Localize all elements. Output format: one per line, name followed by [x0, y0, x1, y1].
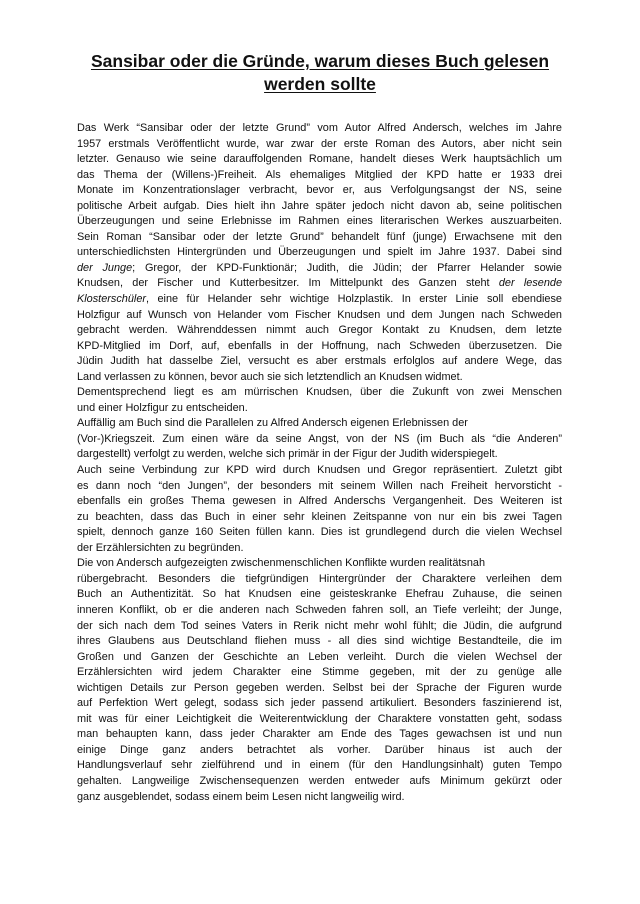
- line-text: ganz ausgeblendet, sodass einem beim Lesen nicht langweilig wird.: [77, 790, 405, 803]
- text-line: [77, 634, 562, 650]
- line-text: Jüdin Judith hat dasselbe Ziel, versucht es aber erstmals erfolglos auf andere Wege, das: [77, 355, 562, 368]
- line-text: (Vor-)Kriegszeit. Zum einen wäre da seine Angst, von der NS (im Buch als “die Anderen”: [77, 432, 562, 445]
- line-text: Überzeugungen und seine Erlebnisse im Rahmen eines literarischen Werkes auszuarbeiten.: [77, 215, 562, 228]
- text-line: [77, 276, 562, 292]
- text-line: [77, 261, 562, 277]
- text-line: [77, 447, 562, 463]
- line-text: zu beachten, dass das Buch in einer sehr kleinen Zeitspanne von nur ein bis zwei Tagen: [77, 510, 562, 523]
- text-line: [77, 587, 562, 603]
- line-text: inneren Konflikt, ob er die anderen nach Schweden fahren soll, an Tiefe verleiht; der Junge,: [77, 603, 562, 616]
- text-line: [77, 510, 562, 526]
- text-line: [77, 152, 562, 168]
- text-line: [77, 743, 562, 759]
- text-line: [77, 712, 562, 728]
- line-text: Monate im Konzentrationslager verbracht, bevor er, aus Verfolgungsangst der NS, seine: [77, 184, 562, 197]
- text-line: [77, 199, 562, 215]
- text-line: [77, 308, 562, 324]
- text-line: [77, 354, 562, 370]
- text-line: [77, 385, 562, 401]
- line-text: rübergebracht. Besonders die tiefgründigen Hintergründer der Charaktere verleihen dem: [77, 572, 562, 585]
- line-text: das Thema der (Willens-)Freiheit. Als ehemaliges Mitglied der KPD hatte er 1933 drei: [77, 168, 562, 181]
- line-text: ebenfalls ein großes Thema gewesen in Alfred Anderschs Vergangenheit. Des Weiteren ist: [77, 495, 562, 508]
- line-text: Knudsen, der Fischer und Kutterbesitzer. Im Mittelpunkt des Ganzen steht: [77, 277, 490, 290]
- text-line: [77, 416, 562, 432]
- italic-term: Klosterschüler: [77, 293, 147, 306]
- body-text: [77, 121, 562, 805]
- line-text: mit was für einer Leichtigkeit die Weiterentwicklung der Charaktere vonstatten geht, sodass: [77, 712, 562, 725]
- line-text: Buch an Authentizität. So hat Knudsen eine geisteskranke Ehefrau Zuhause, die seinen: [77, 588, 562, 601]
- text-line: [77, 541, 562, 557]
- line-text: man behaupten kann, dass jeder Charakter am Ende des Tages gewachsen ist und nun: [77, 728, 562, 741]
- text-line: [77, 494, 562, 510]
- text-line: [77, 292, 562, 308]
- text-line: [77, 665, 562, 681]
- title-line-1: Sansibar oder die Gründe, warum dieses Buch gelesen: [90, 51, 550, 71]
- line-text: Erzählersichten wird jedem Charakter eine Stimme gegeben, mit der zu genüge alle: [77, 666, 562, 679]
- line-text: Handlungsverlauf sehr zielführend und in einem (für den Handlungsinhalt) guten Tempo: [77, 759, 562, 772]
- line-text: und einer Holzfigur zu entscheiden.: [77, 401, 248, 414]
- line-text: 1957 erstmals Veröffentlicht wurde, war zwar der erste Roman des Autors, aber nicht sein: [77, 137, 562, 150]
- line-text: der sich nach dem Tod seines Vaters in Rerik nicht mehr wohl fühlt; die Jüdin, die aufgrund: [77, 619, 562, 632]
- text-line: [77, 681, 562, 697]
- text-line: [77, 603, 562, 619]
- line-text: wichtigen Details zur Person gegeben werden. Selbst bei der Sprache der Figuren wurde: [77, 681, 562, 694]
- line-text: Das Werk “Sansibar oder der letzte Grund” vom Autor Alfred Andersch, welches im Jahre: [77, 122, 562, 134]
- line-text: es dann noch “den Jungen”, der besonders mit seinem Willen nach Freiheit hervorsticht -: [77, 479, 562, 492]
- text-line: [77, 323, 562, 339]
- text-line: [77, 727, 562, 743]
- text-line: [77, 463, 562, 479]
- text-line: [77, 137, 562, 153]
- text-line: [77, 556, 562, 572]
- line-text: ; Gregor, der KPD-Funktionär; Judith, die Jüdin; der Pfarrer Helander sowie: [132, 261, 562, 274]
- italic-term: der lesende: [498, 277, 563, 290]
- text-line: [77, 183, 562, 199]
- line-text: Sein Roman “Sansibar oder der letzte Grund” behandelt fünf (junge) Erwachsene mit den: [77, 230, 562, 243]
- text-line: [77, 230, 562, 246]
- text-line: [77, 339, 562, 355]
- text-line: [77, 774, 562, 790]
- text-line: [77, 790, 562, 806]
- line-text: auf Perfektion Wert gelegt, sodass sich jeder passend artikuliert. Besonders faszinierend ist,: [77, 697, 562, 710]
- line-text: Die von Andersch aufgezeigten zwischenmenschlichen Konflikte wurden realitätsnah: [77, 557, 486, 570]
- line-text: Holzfigur auf Wunsch von Helander vom Fischer Knudsen und dem Jungen nach Schweden: [77, 308, 562, 321]
- line-text: Land verlassen zu können, bevor auch sie sich letztendlich an Knudsen widmet.: [77, 370, 463, 383]
- text-line: [77, 619, 562, 635]
- document-title: [60, 50, 580, 96]
- line-text: Großen und Ganzen der Geschichte an Leben verleiht. Durch die vielen Wechsel der: [77, 650, 562, 663]
- line-text: spielt, dennoch ganze 160 Seiten füllen kann. Dies ist grundlegend durch die vielen Wechsel: [77, 526, 562, 539]
- text-line: [77, 168, 562, 184]
- line-text: unterschiedlichsten Hintergründen und Überzeugungen und spielt im Jahre 1937. Dabei sind: [77, 246, 562, 259]
- line-text: , eine für Helander sehr wichtige Holzplastik. In erster Linie soll ebendiese: [146, 293, 562, 306]
- text-line: [77, 121, 562, 137]
- text-line: [77, 572, 562, 588]
- italic-term: der Junge: [77, 261, 133, 274]
- line-text: gebracht werden. Währenddessen nimmt auch Gregor Kontakt zu Knudsen, dem letzte: [77, 324, 562, 337]
- line-text: Auffällig am Buch sind die Parallelen zu Alfred Andersch eigenen Erlebnissen der: [77, 417, 468, 430]
- line-text: politische Arbeit aufgab. Dies hielt ihn Jahre später jedoch nicht davon ab, seine politischen: [77, 199, 562, 212]
- line-text: dargestellt) verfolgt zu werden, welche sich primär in der Figur der Judith widerspiegelt.: [77, 448, 498, 461]
- text-line: [77, 525, 562, 541]
- line-text: letzter. Genauso wie seine darauffolgenden Romane, handelt dieses Werk hauptsächlich um: [77, 153, 562, 166]
- text-line: [77, 758, 562, 774]
- line-text: Dementsprechend liegt es am mürrischen Knudsen, über die Zukunft von zwei Menschen: [77, 386, 562, 399]
- text-line: [77, 214, 562, 230]
- text-line: [77, 401, 562, 417]
- line-text: gehalten. Langweilige Zwischensequenzen werden entweder aufs Minimum gekürzt oder: [77, 774, 562, 787]
- line-text: einige Dinge ganz anders betrachtet als vorher. Darüber hinaus ist auch der: [77, 743, 562, 756]
- text-line: [77, 370, 562, 386]
- line-text: Auch seine Verbindung zur KPD wird durch Knudsen und Gregor repräsentiert. Zuletzt gibt: [77, 464, 562, 477]
- text-line: [77, 245, 562, 261]
- title-line-2: werden sollte: [264, 74, 376, 94]
- text-line: [77, 432, 562, 448]
- line-text: der Erzählersichten zu begründen.: [77, 541, 244, 554]
- text-line: [77, 696, 562, 712]
- text-line: [77, 650, 562, 666]
- text-line: [77, 479, 562, 495]
- line-text: KPD-Mitglied im Dorf, auf, ebenfalls in der Hoffnung, nach Schweden überzusetzen. Die: [77, 339, 562, 352]
- line-text: ihres Glaubens aus Deutschland fliehen muss - all dies sind wichtige Bestandteile, die im: [77, 635, 562, 648]
